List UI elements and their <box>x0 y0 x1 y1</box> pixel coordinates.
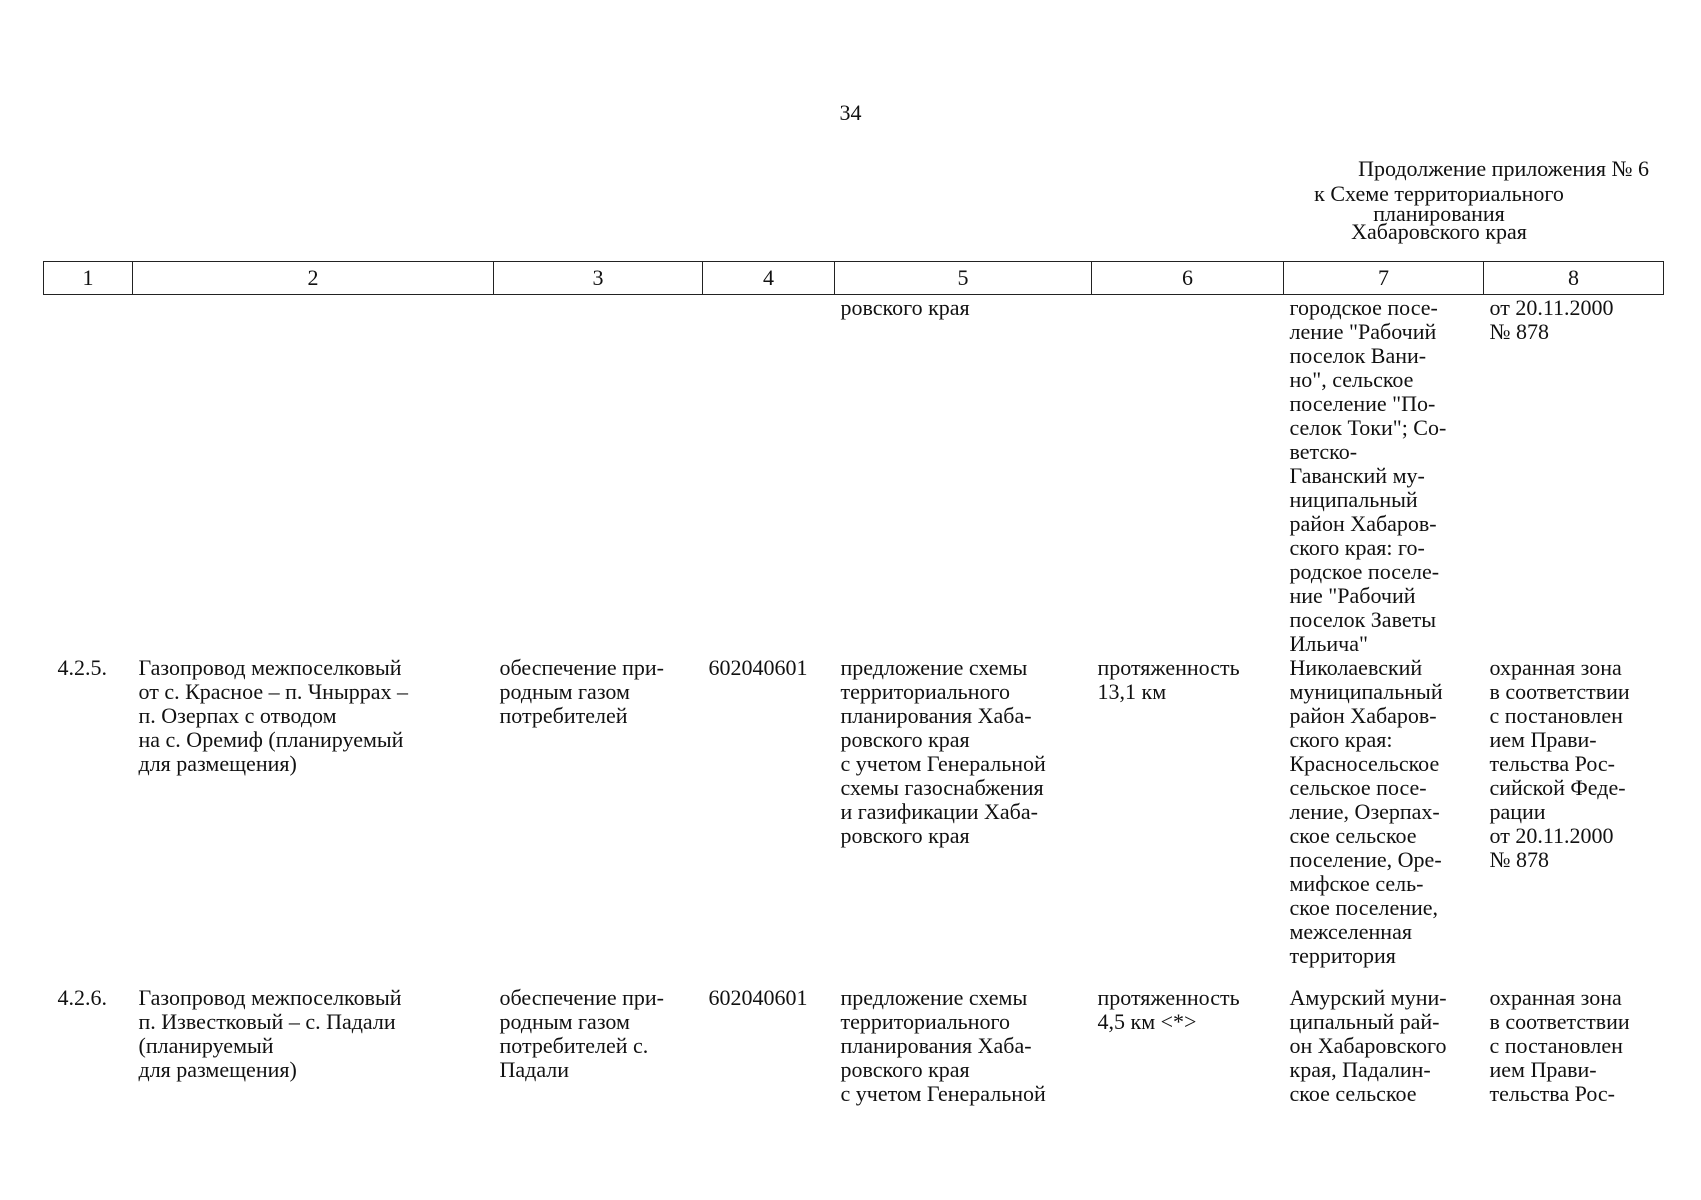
table-row <box>44 986 1664 1106</box>
row-number <box>44 295 133 657</box>
object-basis: предложение схемы территориального планирования Хаба- ровского края с учетом Генеральной схемы газоснабжения и газификации Хаба- ровского края <box>840 655 1046 848</box>
object-purpose: обеспечение при- родным газом потребителей <box>499 655 664 728</box>
object-basis: предложение схемы территориального планирования Хаба- ровского края с учетом Генеральной <box>840 985 1046 1106</box>
object-name: Газопровод межпоселковый от с. Красное – п. Чныррах – п. Озерпах с отводом на с. Оремиф (планируемый для размещения) <box>138 655 408 776</box>
table-header-row <box>44 262 1664 295</box>
appendix-line-4: Хабаровского края <box>1351 219 1527 244</box>
object-characteristics: протяженность 13,1 км <box>1097 655 1240 704</box>
object-location: Амурский муни- ципальный рай- он Хабаровского края, Падалин- ское сельское <box>1289 985 1447 1106</box>
object-location: городское посе- ление "Рабочий поселок Вани- но", сельское поселение "По- селок Токи"; Со- ветско- Гаванский му- ниципальный район Хабаров- ского края: го- родское поселе- ние "Рабочий поселок Заветы Ильича" <box>1289 295 1447 656</box>
column-header: 6 <box>1092 262 1284 295</box>
column-header: 5 <box>835 262 1092 295</box>
object-name: Газопровод межпоселковый п. Известковый – с. Падали (планируемый для размещения) <box>138 985 402 1082</box>
appendix-line-3: планирования <box>1373 201 1505 226</box>
appendix-line-2: к Схеме территориального <box>1314 181 1564 206</box>
objects-table <box>43 261 1664 1106</box>
object-zone: охранная зона в соответствии с постановлен ием Прави- тельства Рос- сийской Феде- рации от 20.11.2000 № 878 <box>1489 655 1630 872</box>
object-basis: ровского края <box>840 295 970 320</box>
appendix-note <box>1229 158 1649 243</box>
table-row <box>44 295 1664 657</box>
row-number: 4.2.5. <box>57 655 107 680</box>
object-characteristics <box>1092 295 1284 657</box>
object-characteristics: протяженность 4,5 км <*> <box>1097 985 1240 1034</box>
column-header: 4 <box>703 262 835 295</box>
object-code: 602040601 <box>708 655 808 680</box>
object-code: 602040601 <box>708 985 808 1010</box>
row-number: 4.2.6. <box>57 985 107 1010</box>
column-header: 7 <box>1284 262 1484 295</box>
object-zone: от 20.11.2000 № 878 <box>1489 295 1614 344</box>
object-purpose: обеспечение при- родным газом потребителей с. Падали <box>499 985 664 1082</box>
object-location: Николаевский муниципальный район Хабаров- ского края: Красносельское сельское посе- ление, Озерпах- ское сельское поселение, Оре- мифское сель- ское поселение, межселенная территория <box>1289 655 1443 968</box>
column-header: 2 <box>133 262 494 295</box>
appendix-line-1: Продолжение приложения № 6 <box>1358 156 1649 181</box>
column-header: 1 <box>44 262 133 295</box>
object-zone: охранная зона в соответствии с постановлен ием Прави- тельства Рос- <box>1489 985 1630 1106</box>
object-name <box>133 295 494 657</box>
page-number: 34 <box>839 100 862 125</box>
table-row <box>44 656 1664 986</box>
column-header: 3 <box>494 262 703 295</box>
column-header: 8 <box>1484 262 1664 295</box>
object-purpose <box>494 295 703 657</box>
object-code <box>703 295 835 657</box>
